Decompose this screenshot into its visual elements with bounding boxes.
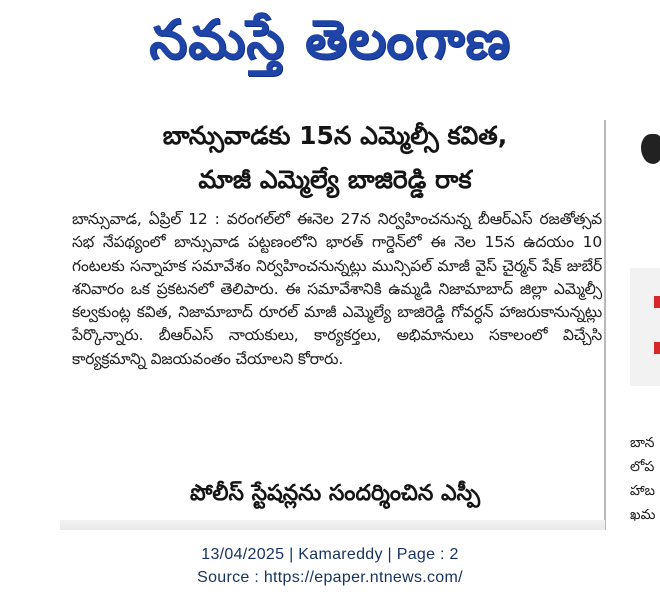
red-bullet-icon <box>654 296 660 308</box>
adjacent-text: హాబ <box>630 483 655 499</box>
quote-mark-icon <box>641 134 660 164</box>
adjacent-column <box>606 84 660 528</box>
newspaper-logo: నమస్తే తెలంగాణ <box>149 7 511 71</box>
adjacent-text: బాన <box>630 435 655 451</box>
adjacent-text: లోప <box>630 459 655 475</box>
source-link[interactable]: Source : https://epaper.ntnews.com/ <box>197 569 463 586</box>
article-body: బాన్సువాడ, ఏప్రిల్ 12 : వరంగల్‌లో ఈనెల 27న నిర్వహించనున్న బీఆర్ఎస్ రజతోత్సవ సభ నేపథ్యంలో బాన్సువాడ పట్టణంలోని భారత్ గార్డెన్‌లో ఈ నెల 15న ఉదయం 10 గంటలకు సన్నాహక సమావేశం నిర్వహించనున్నట్లు మున్సిపల్ మాజీ వైస్ చైర్మన్ షేక్ జుబేర్ శనివారం ఒక ప్రకటనలో తెలిపారు. ఈ సమావేశానికి ఉమ్మడి నిజామాబాద్ జిల్లా ఎమ్మెల్సీ కల్వకుంట్ల కవిత, నిజామాబాద్ రూరల్ మాజీ ఎమ్మెల్యే బాజిరెడ్డి గోవర్ధన్ హాజరుకానున్నట్లు పేర్కొన్నారు. బీఆర్ఎస్ నాయకులు, కార్యకర్తలు, అభిమానులు సకాలంలో విచ్చేసి కార్యక్రమాన్ని విజయవంతం చేయాలని కోరారు. <box>72 210 602 368</box>
article-headline-line2: మాజీ ఎమ్మెల్యే బాజిరెడ్డి రాక <box>198 165 472 194</box>
adjacent-text: ఖమ <box>630 507 656 523</box>
article-headline-line1: బాన్సువాడకు 15న ఎమ్మెల్సీ కవిత, <box>162 121 508 150</box>
next-article-headline: పోలీస్ స్టేషన్లను సందర్శించిన ఎస్పీ <box>189 481 481 506</box>
red-bullet-icon <box>654 342 660 354</box>
clip-bottom-edge <box>60 520 605 530</box>
masthead <box>0 0 660 84</box>
footer <box>0 530 660 607</box>
adjacent-panel <box>630 268 660 386</box>
edition-info: 13/04/2025 | Kamareddy | Page : 2 <box>201 546 459 563</box>
